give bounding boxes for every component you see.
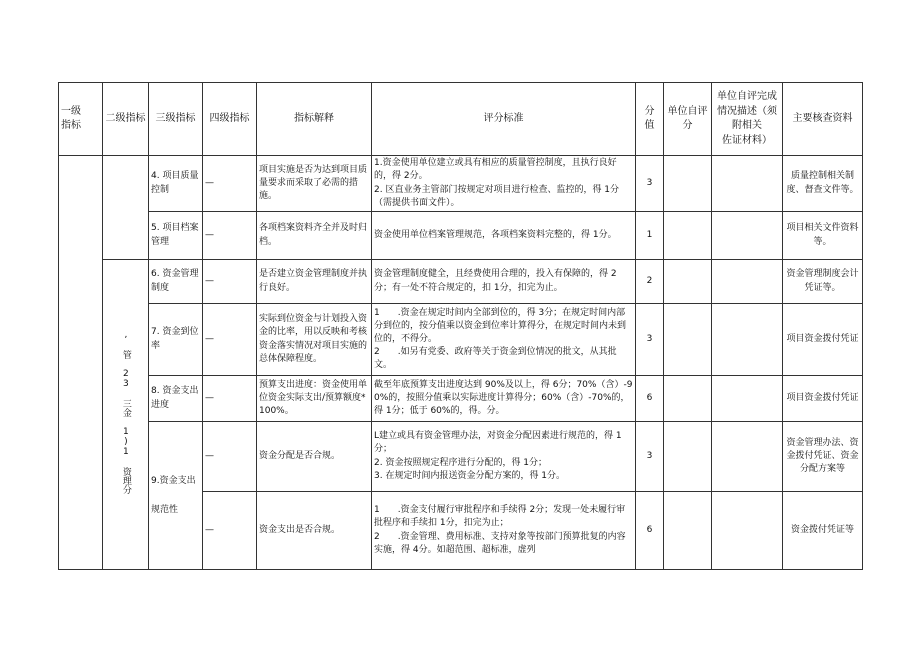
level4-cell: — <box>203 260 257 304</box>
table-row <box>59 304 863 376</box>
level2-cell-funds <box>103 260 149 570</box>
score-cell: 3 <box>636 156 664 212</box>
header-level4: 四级指标 <box>203 83 257 156</box>
level4-cell: — <box>203 212 257 260</box>
header-level2: 二级指标 <box>103 83 149 156</box>
level2-group-label: , 管 23 三金 1)1 资理分 <box>120 329 131 494</box>
criteria-cell: 1.资金使用单位建立或具有相应的质量管控制度，且执行良好的，得 2分。 2. 区直业务主管部门按规定对项目进行检查、监控的，得 1分（需提供书面文件）。 <box>372 156 636 212</box>
self-score-cell <box>664 156 712 212</box>
self-score-cell <box>664 260 712 304</box>
criteria-cell: 资金管理制度健全，且经费使用合理的，投入有保障的，得 2分；有一处不符合规定的，扣 1分，扣完为止。 <box>372 260 636 304</box>
level4-cell: — <box>203 492 257 570</box>
table-row <box>59 260 863 304</box>
self-score-cell <box>664 376 712 422</box>
self-desc-cell <box>712 422 783 492</box>
self-score-cell <box>664 212 712 260</box>
criteria-cell: 1 .资金支付履行审批程序和手续得 2分；发现一处未履行审批程序和手续扣 1分，扣完为止； 2 .资金管理、费用标准、支持对象等按部门预算批复的内容实施，得 4分。如超范围、超标准，虚列 <box>372 492 636 570</box>
explanation-cell: 资金分配是否合规。 <box>257 422 372 492</box>
score-cell: 6 <box>636 376 664 422</box>
level3-cell: 8. 资金支出进度 <box>149 376 203 422</box>
score-cell: 3 <box>636 304 664 376</box>
explanation-cell: 项目实施是否为达到项目质量要求而采取了必需的措施。 <box>257 156 372 212</box>
criteria-cell: 1 .资金在规定时间内全部到位的，得 3分；在规定时间内部分到位的，按分值乘以资金到位率计算得分，在规定时间内未到位的，不得分。 2 .如另有党委、政府等关于资金到位情况的批文，从其批文。 <box>372 304 636 376</box>
self-score-cell <box>664 304 712 376</box>
level4-cell: — <box>203 376 257 422</box>
header-materials: 主要核查资料 <box>783 83 863 156</box>
header-self-score: 单位自评 分 <box>664 83 712 156</box>
header-criteria: 评分标准 <box>372 83 636 156</box>
table-row <box>59 212 863 260</box>
level3-cell: 6. 资金管理制度 <box>149 260 203 304</box>
level4-cell: — <box>203 304 257 376</box>
materials-cell: 项目资金拨付凭证 <box>783 376 863 422</box>
criteria-cell: 截至年底预算支出进度达到 90%及以上，得 6分；70%（含）-90%的，按照分值乘以实际进度计算得分；60%（含）-70%的，得 1分；低于 60%的，得。分。 <box>372 376 636 422</box>
criteria-cell: L建立或具有资金管理办法，对资金分配因素进行规范的，得 1分； 2. 资金按照规定程序进行分配的，得 1分； 3. 在规定时间内报送资金分配方案的，得 1分。 <box>372 422 636 492</box>
header-self-desc: 单位自评完成 情况描述（须 附相关 佐证材料） <box>712 83 783 156</box>
level3-cell: 4. 项目质量控制 <box>149 156 203 212</box>
score-cell: 6 <box>636 492 664 570</box>
explanation-cell: 实际到位资金与计划投入资金的比率，用以反映和考核资金落实情况对项目实施的总体保障程度。 <box>257 304 372 376</box>
level4-cell: — <box>203 156 257 212</box>
self-desc-cell <box>712 260 783 304</box>
materials-cell: 项目资金拨付凭证 <box>783 304 863 376</box>
header-explanation: 指标解释 <box>257 83 372 156</box>
score-cell: 1 <box>636 212 664 260</box>
materials-cell: 资金管理制度会计凭证等。 <box>783 260 863 304</box>
self-score-cell <box>664 492 712 570</box>
level3-cell: 7. 资金到位率 <box>149 304 203 376</box>
table-row <box>59 156 863 212</box>
table-row <box>59 422 863 492</box>
explanation-cell: 是否建立资金管理制度并执行良好。 <box>257 260 372 304</box>
explanation-cell: 预算支出进度：资金使用单位资金实际支出/预算额度*100%。 <box>257 376 372 422</box>
header-score: 分 值 <box>636 83 664 156</box>
criteria-cell: 资金使用单位档案管理规范，各项档案资料完整的，得 1分。 <box>372 212 636 260</box>
materials-cell: 项目相关文件资料等。 <box>783 212 863 260</box>
materials-cell: 资金拨付凭证等 <box>783 492 863 570</box>
materials-cell: 资金管理办法、资金拨付凭证、资金分配方案等 <box>783 422 863 492</box>
self-score-cell <box>664 422 712 492</box>
explanation-cell: 各项档案资料齐全并及时归档。 <box>257 212 372 260</box>
level1-cell <box>59 156 103 570</box>
self-desc-cell <box>712 376 783 422</box>
score-cell: 3 <box>636 422 664 492</box>
level2-cell-upper <box>103 156 149 260</box>
self-desc-cell <box>712 156 783 212</box>
evaluation-table <box>58 82 863 570</box>
table-row <box>59 376 863 422</box>
self-desc-cell <box>712 492 783 570</box>
level3-cell: 5. 项目档案管理 <box>149 212 203 260</box>
self-desc-cell <box>712 212 783 260</box>
header-level1: 一级 指标 <box>59 83 103 156</box>
level4-cell: — <box>203 422 257 492</box>
self-desc-cell <box>712 304 783 376</box>
materials-cell: 质量控制相关制度、督查文件等。 <box>783 156 863 212</box>
score-cell: 2 <box>636 260 664 304</box>
header-row <box>59 83 863 156</box>
explanation-cell: 资金支出是否合规。 <box>257 492 372 570</box>
level3-cell: 9.资金支出规范性 <box>149 422 203 570</box>
header-level3: 三级指标 <box>149 83 203 156</box>
